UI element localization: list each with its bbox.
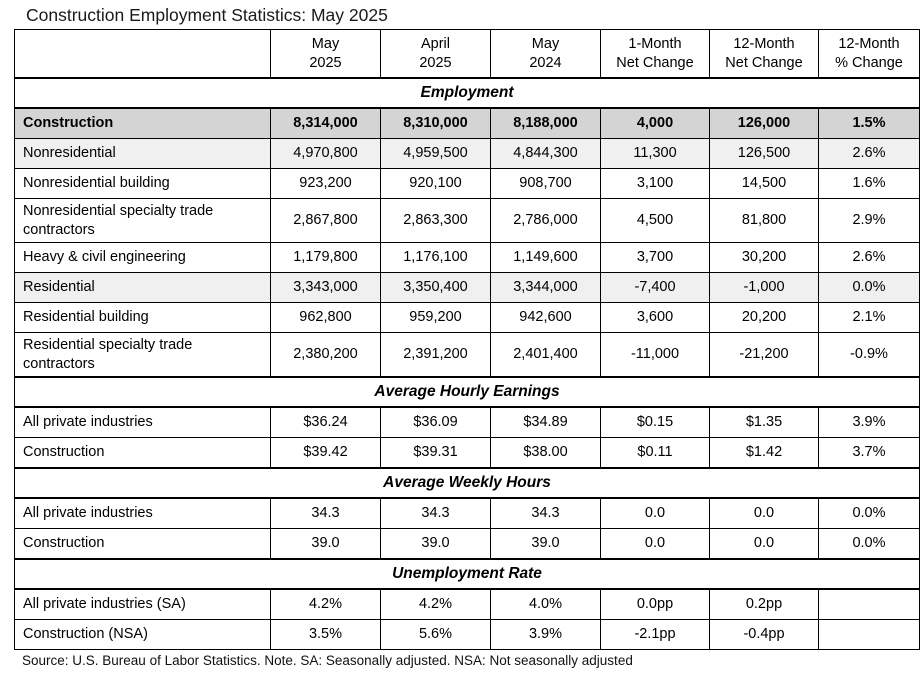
row-value-5: 20,200 xyxy=(710,303,819,333)
table-row xyxy=(15,589,920,620)
row-value-6: 0.0% xyxy=(819,273,920,303)
row-value-1: 1,179,800 xyxy=(271,243,381,273)
column-header-line2: 2024 xyxy=(529,54,562,71)
column-header-6 xyxy=(819,30,920,79)
row-value-6: 1.5% xyxy=(819,108,920,139)
table-row xyxy=(15,303,920,333)
row-value-4: 3,700 xyxy=(601,243,710,273)
row-value-3: 942,600 xyxy=(491,303,601,333)
row-value-3: 39.0 xyxy=(491,529,601,560)
row-label: Construction xyxy=(15,529,271,560)
table-header-row xyxy=(15,30,920,79)
row-value-4: $0.15 xyxy=(601,407,710,438)
table-row xyxy=(15,620,920,650)
section-header-row xyxy=(15,468,920,498)
row-value-5: 81,800 xyxy=(710,199,819,243)
page-title: Construction Employment Statistics: May 2025 xyxy=(26,5,388,25)
construction-employment-table-container xyxy=(14,29,919,650)
row-label: Residential xyxy=(15,273,271,303)
row-value-4: -7,400 xyxy=(601,273,710,303)
row-value-1: 3.5% xyxy=(271,620,381,650)
table-row xyxy=(15,139,920,169)
row-value-5: 126,500 xyxy=(710,139,819,169)
row-value-4: 3,600 xyxy=(601,303,710,333)
row-value-3: 34.3 xyxy=(491,498,601,529)
row-label: Construction (NSA) xyxy=(15,620,271,650)
row-value-1: $39.42 xyxy=(271,438,381,469)
row-value-3: 4,844,300 xyxy=(491,139,601,169)
row-value-not-applicable xyxy=(819,589,920,620)
row-value-1: 2,867,800 xyxy=(271,199,381,243)
row-value-1: 4,970,800 xyxy=(271,139,381,169)
row-value-4: 0.0pp xyxy=(601,589,710,620)
section-title: Unemployment Rate xyxy=(15,559,920,589)
table-row xyxy=(15,438,920,469)
table-row xyxy=(15,333,920,378)
table-row xyxy=(15,529,920,560)
section-header-row xyxy=(15,78,920,108)
row-value-4: 4,500 xyxy=(601,199,710,243)
row-label: Nonresidential specialty trade contractors xyxy=(15,199,271,243)
column-header-3 xyxy=(491,30,601,79)
row-label: All private industries xyxy=(15,407,271,438)
row-value-5: 14,500 xyxy=(710,169,819,199)
row-value-5: 0.0 xyxy=(710,529,819,560)
row-value-6: 2.1% xyxy=(819,303,920,333)
row-value-4: 0.0 xyxy=(601,529,710,560)
row-value-3: $38.00 xyxy=(491,438,601,469)
row-value-2: 1,176,100 xyxy=(381,243,491,273)
row-value-6: 3.7% xyxy=(819,438,920,469)
row-value-3: 3.9% xyxy=(491,620,601,650)
row-value-2: 959,200 xyxy=(381,303,491,333)
row-value-5: -1,000 xyxy=(710,273,819,303)
table-row xyxy=(15,243,920,273)
row-value-not-applicable xyxy=(819,620,920,650)
row-value-1: 923,200 xyxy=(271,169,381,199)
row-value-5: $1.35 xyxy=(710,407,819,438)
column-header-line1: May xyxy=(531,35,560,52)
row-value-1: 962,800 xyxy=(271,303,381,333)
row-value-2: 920,100 xyxy=(381,169,491,199)
row-value-5: 0.2pp xyxy=(710,589,819,620)
row-value-5: 30,200 xyxy=(710,243,819,273)
row-value-6: 3.9% xyxy=(819,407,920,438)
table-row xyxy=(15,273,920,303)
row-value-4: 11,300 xyxy=(601,139,710,169)
column-header-2 xyxy=(381,30,491,79)
table-row xyxy=(15,108,920,139)
column-header-4 xyxy=(601,30,710,79)
section-header-row xyxy=(15,377,920,407)
row-value-1: 39.0 xyxy=(271,529,381,560)
row-value-2: 4,959,500 xyxy=(381,139,491,169)
row-value-6: -0.9% xyxy=(819,333,920,378)
row-value-2: 4.2% xyxy=(381,589,491,620)
table-row xyxy=(15,199,920,243)
row-value-4: -11,000 xyxy=(601,333,710,378)
row-label: Construction xyxy=(15,108,271,139)
row-value-1: 34.3 xyxy=(271,498,381,529)
row-value-3: 1,149,600 xyxy=(491,243,601,273)
column-header-5 xyxy=(710,30,819,79)
row-value-2: 8,310,000 xyxy=(381,108,491,139)
row-value-4: 0.0 xyxy=(601,498,710,529)
row-value-5: 0.0 xyxy=(710,498,819,529)
row-value-3: $34.89 xyxy=(491,407,601,438)
row-value-1: 2,380,200 xyxy=(271,333,381,378)
row-value-2: 39.0 xyxy=(381,529,491,560)
row-value-5: -0.4pp xyxy=(710,620,819,650)
row-label: All private industries (SA) xyxy=(15,589,271,620)
row-value-2: 2,391,200 xyxy=(381,333,491,378)
row-value-4: 4,000 xyxy=(601,108,710,139)
column-header-line1: April xyxy=(420,35,450,52)
row-value-3: 3,344,000 xyxy=(491,273,601,303)
row-value-1: 3,343,000 xyxy=(271,273,381,303)
row-value-4: 3,100 xyxy=(601,169,710,199)
column-header-line2: Net Change xyxy=(616,54,694,71)
row-value-3: 4.0% xyxy=(491,589,601,620)
row-value-5: -21,200 xyxy=(710,333,819,378)
row-value-2: $36.09 xyxy=(381,407,491,438)
column-header-line1: May xyxy=(311,35,340,52)
source-note: Source: U.S. Bureau of Labor Statistics. Note. SA: Seasonally adjusted. NSA: Not seasonally adjusted xyxy=(22,653,633,668)
row-value-6: 2.6% xyxy=(819,139,920,169)
construction-employment-table xyxy=(14,29,920,650)
column-header-1 xyxy=(271,30,381,79)
row-value-3: 8,188,000 xyxy=(491,108,601,139)
row-label: Residential specialty trade contractors xyxy=(15,333,271,378)
row-label: Nonresidential building xyxy=(15,169,271,199)
row-value-6: 2.6% xyxy=(819,243,920,273)
row-value-2: 5.6% xyxy=(381,620,491,650)
section-title: Average Weekly Hours xyxy=(15,468,920,498)
row-value-2: 34.3 xyxy=(381,498,491,529)
row-value-6: 2.9% xyxy=(819,199,920,243)
row-label: Construction xyxy=(15,438,271,469)
row-value-5: 126,000 xyxy=(710,108,819,139)
row-value-3: 2,401,400 xyxy=(491,333,601,378)
row-value-1: 8,314,000 xyxy=(271,108,381,139)
table-body xyxy=(15,30,920,650)
row-value-2: 2,863,300 xyxy=(381,199,491,243)
column-header-line1: 12-Month xyxy=(733,35,795,52)
row-value-3: 908,700 xyxy=(491,169,601,199)
row-label: Heavy & civil engineering xyxy=(15,243,271,273)
row-value-3: 2,786,000 xyxy=(491,199,601,243)
column-header-line2: 2025 xyxy=(309,54,342,71)
table-row xyxy=(15,407,920,438)
row-value-1: 4.2% xyxy=(271,589,381,620)
row-value-4: -2.1pp xyxy=(601,620,710,650)
row-value-6: 1.6% xyxy=(819,169,920,199)
row-label: Residential building xyxy=(15,303,271,333)
section-title: Employment xyxy=(15,78,920,108)
column-header-line1: 1-Month xyxy=(628,35,682,52)
column-header-line2: Net Change xyxy=(725,54,803,71)
table-row xyxy=(15,498,920,529)
row-value-4: $0.11 xyxy=(601,438,710,469)
row-value-1: $36.24 xyxy=(271,407,381,438)
row-value-2: $39.31 xyxy=(381,438,491,469)
row-value-6: 0.0% xyxy=(819,498,920,529)
section-title: Average Hourly Earnings xyxy=(15,377,920,407)
column-header-line1: 12-Month xyxy=(838,35,900,52)
column-header-blank xyxy=(15,30,271,79)
column-header-line2: 2025 xyxy=(419,54,452,71)
row-label: Nonresidential xyxy=(15,139,271,169)
row-value-5: $1.42 xyxy=(710,438,819,469)
row-value-6: 0.0% xyxy=(819,529,920,560)
row-label: All private industries xyxy=(15,498,271,529)
row-value-2: 3,350,400 xyxy=(381,273,491,303)
section-header-row xyxy=(15,559,920,589)
table-row xyxy=(15,169,920,199)
column-header-line2: % Change xyxy=(835,54,903,71)
